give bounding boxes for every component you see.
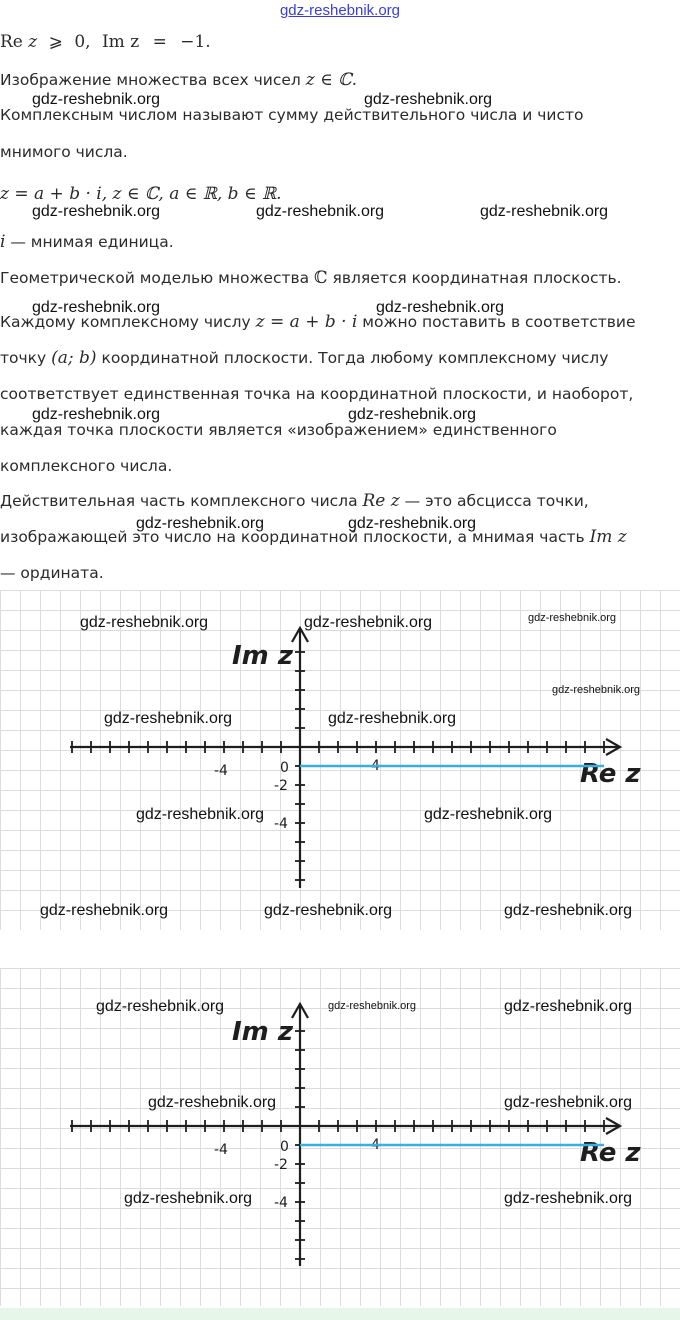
tick-label-x-4: 4 [371,1137,380,1153]
p3-text: — мнимая единица. [5,233,174,251]
paragraph-11 [0,527,627,547]
paragraph-2-line-2: мнимого числа. [0,143,128,161]
y-axis-label: Im z [232,1017,293,1047]
watermark: gdz-reshebnik.org [32,91,161,108]
paragraph-10 [0,491,589,511]
watermark: gdz-reshebnik.org [480,203,609,220]
tick-label-y-neg4: -4 [274,816,288,832]
watermark: gdz-reshebnik.org [136,806,265,823]
paragraph-7: соответствует единственная точка на координатной плоскости, и наоборот, [0,385,634,403]
x-axis-label: Re z [580,759,641,789]
complex-plane-graph-2 [0,968,680,1306]
p1-text: Изображение множества всех чисел [0,71,306,89]
watermark: gdz-reshebnik.org [256,203,385,220]
p6-a: точку [0,349,52,367]
site-watermark-top[interactable]: gdz-reshebnik.org [279,2,401,19]
p5-b: можно поставить в соответствие [357,313,636,331]
bottom-strip [0,1308,680,1320]
watermark: gdz-reshebnik.org [80,614,209,631]
watermark: gdz-reshebnik.org [264,902,393,919]
watermark: gdz-reshebnik.org [552,684,641,696]
paragraph-4 [0,268,622,288]
watermark: gdz-reshebnik.org [32,203,161,220]
watermark: gdz-reshebnik.org [504,1190,633,1207]
tick-label-y-neg4: -4 [274,1195,288,1211]
watermark: gdz-reshebnik.org [504,902,633,919]
paragraph-2-line-1: Комплексным числом называют сумму действительного числа и чисто [0,106,584,124]
heading-val: −1. [180,32,211,52]
watermark: gdz-reshebnik.org [504,1094,633,1111]
p5-a: Каждому комплексному числу [0,313,256,331]
watermark: gdz-reshebnik.org [148,1094,277,1111]
watermark: gdz-reshebnik.org [348,406,477,423]
watermark: gdz-reshebnik.org [304,614,433,631]
p11-a: изображающей это число на координатной плоскости, а мнимая часть [0,528,590,546]
paragraph-8: каждая точка плоскости является «изображением» единственного [0,421,557,439]
p1-math: z ∈ ℂ. [305,70,358,90]
tick-label-x-neg4: -4 [214,1142,228,1158]
paragraph-1 [0,70,357,90]
x-axis-label: Re z [580,1138,641,1168]
p4-math: ℂ [314,268,328,288]
paragraph-9: комплексного числа. [0,457,173,475]
tick-label-y-neg2: -2 [274,778,288,794]
watermark: gdz-reshebnik.org [364,91,493,108]
p10-a: Действительная часть комплексного числа [0,492,363,510]
heading-eq: = [152,32,167,52]
watermark: gdz-reshebnik.org [348,515,477,532]
heading-z: z [28,32,38,52]
watermark: gdz-reshebnik.org [328,710,457,727]
complex-formula: z = a + b · i, z ∈ ℂ, a ∈ ℝ, b ∈ ℝ. [0,184,282,204]
tick-label-x-neg4: -4 [214,763,228,779]
graph-2-svg [0,968,680,1306]
tick-label-x-4: 4 [371,758,380,774]
p6-math: (a; b) [51,348,97,368]
graph-1-svg [0,590,680,930]
watermark: gdz-reshebnik.org [424,806,553,823]
tick-label-origin: 0 [280,1139,289,1155]
p4-b: является координатная плоскость. [327,269,622,287]
watermark: gdz-reshebnik.org [32,299,161,316]
p5-math: z = a + b · i [255,312,358,332]
watermark: gdz-reshebnik.org [328,1000,417,1012]
heading-rel: ⩾ [48,32,63,52]
watermark: gdz-reshebnik.org [504,998,633,1015]
p6-b: координатной плоскости. Тогда любому комплексному числу [96,349,609,367]
p3-math: i [0,232,6,252]
complex-plane-graph-1 [0,590,680,930]
heading-im: Im z [101,32,140,52]
tick-label-y-neg2: -2 [274,1157,288,1173]
y-axis-label: Im z [232,641,293,671]
watermark: gdz-reshebnik.org [104,710,233,727]
watermark: gdz-reshebnik.org [32,406,161,423]
p10-math: Re z [362,491,400,511]
watermark: gdz-reshebnik.org [376,299,505,316]
watermark: gdz-reshebnik.org [528,612,617,624]
watermark: gdz-reshebnik.org [136,515,265,532]
watermark: gdz-reshebnik.org [96,998,225,1015]
paragraph-3 [0,232,174,252]
watermark: gdz-reshebnik.org [124,1190,253,1207]
watermark: gdz-reshebnik.org [40,902,169,919]
heading-zero: 0, [74,32,91,52]
p10-b: — это абсцисса точки, [399,492,589,510]
paragraph-12: — ордината. [0,564,104,582]
p4-a: Геометрической моделью множества [0,269,315,287]
tick-label-origin: 0 [280,760,289,776]
paragraph-6 [0,348,608,368]
heading-re: Re [0,32,23,52]
p11-math: Im z [589,527,627,547]
task-heading [0,32,211,52]
